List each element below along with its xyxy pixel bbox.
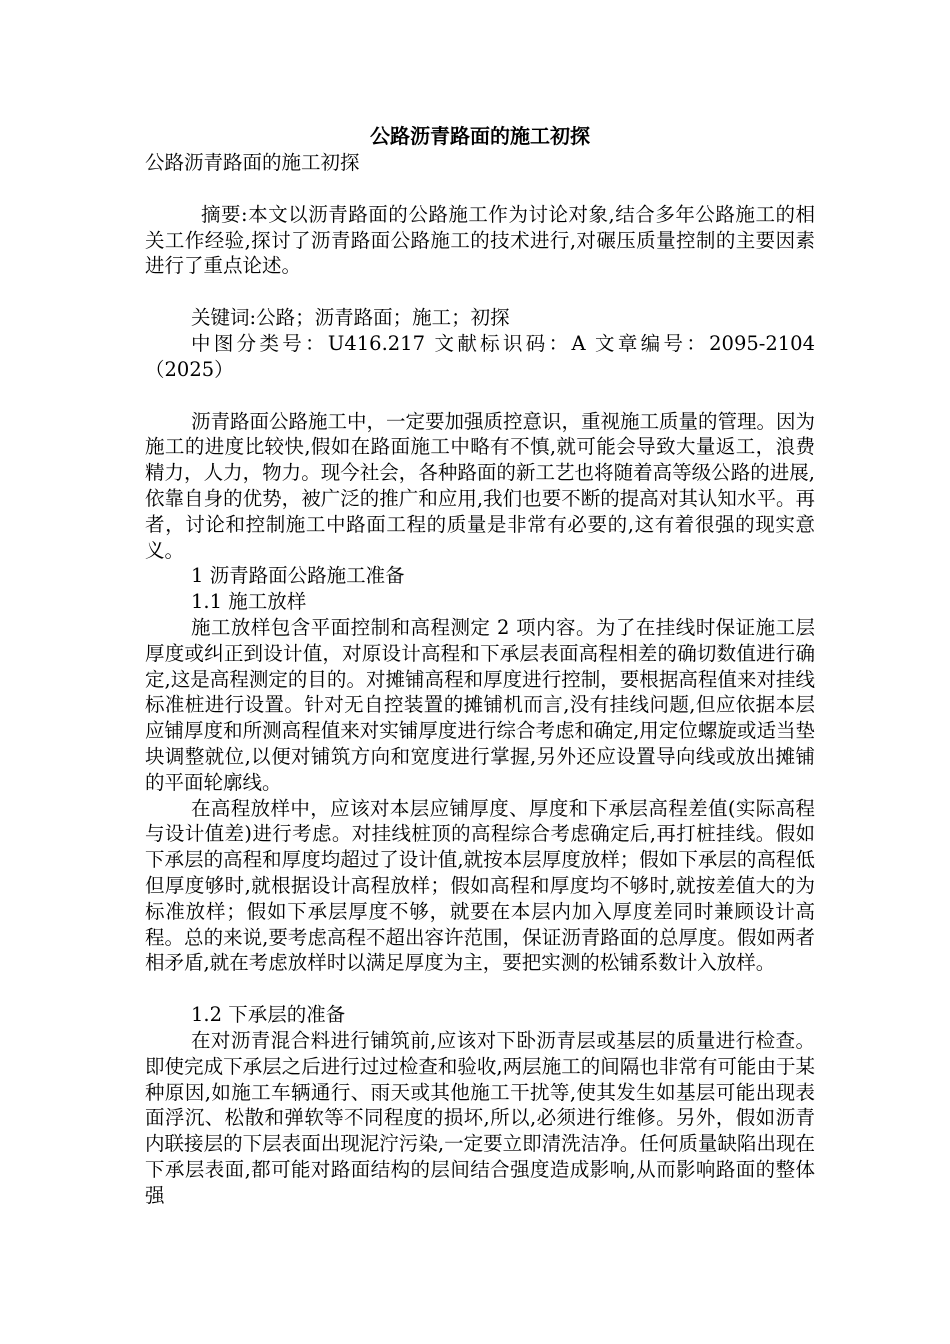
keywords-line: 关键词:公路；沥青路面；施工；初探 [191,306,510,330]
document-page [145,123,815,1208]
section-1-heading: 1 沥青路面公路施工准备 [191,564,405,588]
document-subtitle: 公路沥青路面的施工初探 [145,151,360,174]
section-1-1-heading: 1.1 施工放样 [191,590,307,614]
section-1-1-paragraph-2: 在高程放样中，应该对本层应铺厚度、厚度和下承层高程差值(实际高程与设计值差)进行考虑。对挂线桩顶的高程综合考虑确定后,再打桩挂线。假如下承层的高程和厚度均超过了设计值,就按本层厚度放样；假如下承层的高程低但厚度够时,就根据设计高程放样；假如高程和厚度均不够时,就按差值大的为标准放样；假如下承层厚度不够，就要在本层内加入厚度差同时兼顾设计高程。总的来说,要考虑高程不超出容许范围，保证沥青路面的总厚度。假如两者相矛盾,就在考虑放样时以满足厚度为主，要把实测的松铺系数计入放样。 [145,796,815,975]
section-1-2-heading: 1.2 下承层的准备 [191,1003,346,1027]
section-1-1-paragraph-1: 施工放样包含平面控制和高程测定 2 项内容。为了在挂线时保证施工层厚度或纠正到设计值，对原设计高程和下承层表面高程相差的确切数值进行确定,这是高程测定的目的。对摊铺高程和厚度进行控制，要根据高程值来对挂线标准桩进行设置。针对无自控装置的摊铺机而言,没有挂线问题,但应依据本层应铺厚度和所测高程值来对实铺厚度进行综合考虑和确定,用定位螺旋或适当垫块调整就位,以便对铺筑方向和宽度进行掌握,另外还应设置导向线或放出摊铺的平面轮廓线。 [145,615,815,794]
abstract-paragraph: 摘要:本文以沥青路面的公路施工作为讨论对象,结合多年公路施工的相关工作经验,探讨了沥青路面公路施工的技术进行,对碾压质量控制的主要因素进行了重点论述。 [145,202,815,278]
section-1-2-paragraph-1: 在对沥青混合料进行铺筑前,应该对下卧沥青层或基层的质量进行检查。即使完成下承层之后进行过过检查和验收,两层施工的间隔也非常有可能由于某种原因,如施工车辆通行、雨天或其他施工干扰等,使其发生如基层可能出现表面浮沉、松散和弹软等不同程度的损坏,所以,必须进行维修。另外，假如沥青内联接层的下层表面出现泥泞污染,一定要立即清洗洁净。任何质量缺陷出现在下承层表面,都可能对路面结构的层间结合强度造成影响,从而影响路面的整体强 [145,1028,815,1207]
intro-paragraph: 沥青路面公路施工中，一定要加强质控意识，重视施工质量的管理。因为施工的进度比较快,假如在路面施工中略有不慎,就可能会导致大量返工，浪费精力，人力，物力。现今社会，各种路面的新工艺也将随着高等级公路的进展,依靠自身的优势，被广泛的推广和应用,我们也要不断的提高对其认知水平。再者，讨论和控制施工中路面工程的质量是非常有必要的,这有着很强的现实意义。 [145,409,816,562]
document-title: 公路沥青路面的施工初探 [370,124,590,148]
classification-line: 中图分类号：U416.217 文献标识码：A 文章编号：2095-2104（2025） [145,331,815,381]
